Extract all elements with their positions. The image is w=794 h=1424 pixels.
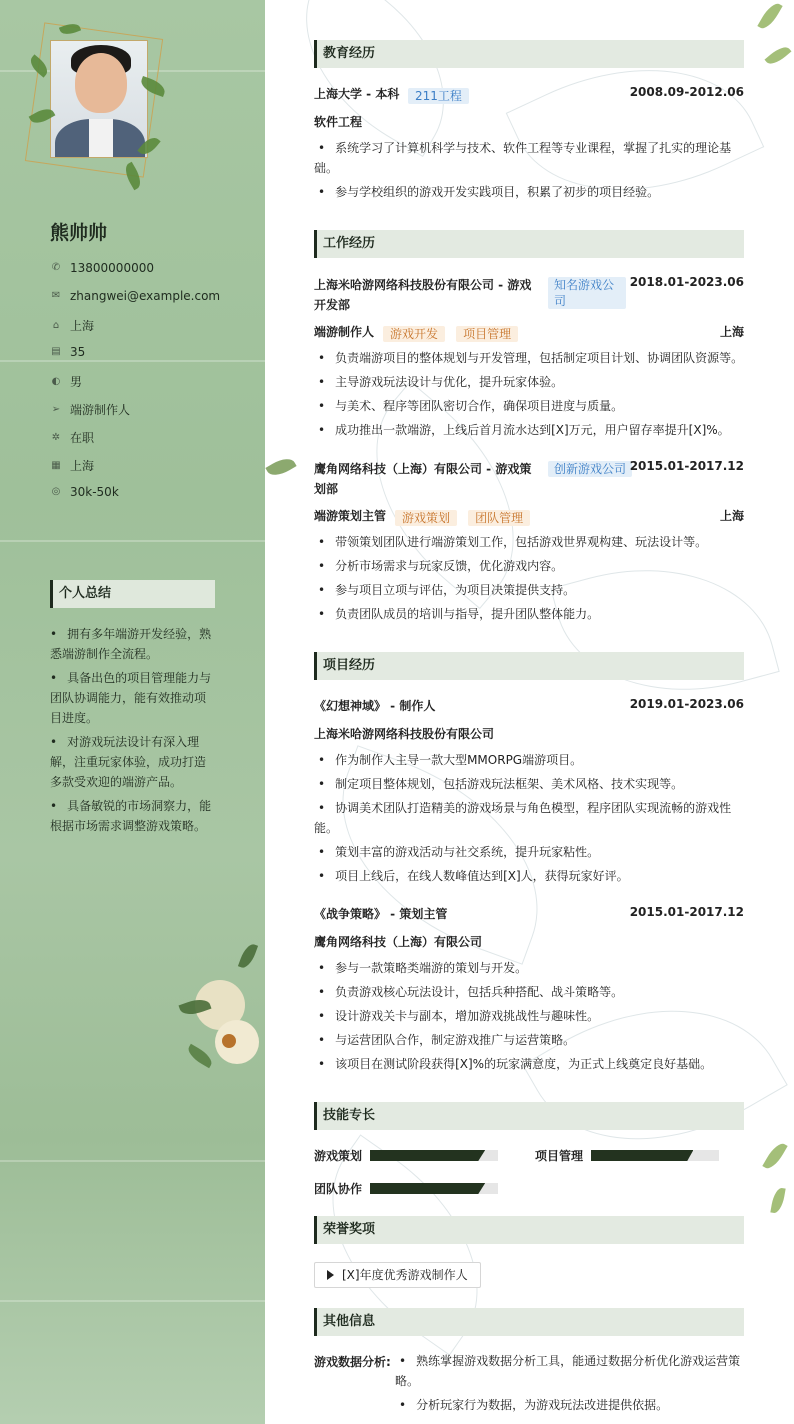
work-tag: 游戏开发	[383, 326, 445, 342]
leaf-decoration	[238, 942, 258, 971]
cake-icon: ▤	[51, 346, 61, 357]
work-date: 2015.01-2017.12	[629, 459, 744, 473]
award-text: [X]年度优秀游戏制作人	[342, 1268, 468, 1282]
project-item: • 参与一款策略类端游的策划与开发。	[314, 958, 744, 978]
salary-row	[50, 485, 119, 499]
phone-text: 13800000000	[70, 261, 154, 275]
summary-item: • 拥有多年端游开发经验，熟悉端游制作全流程。	[50, 624, 215, 664]
education-list	[314, 138, 744, 206]
work-city: 上海	[719, 325, 744, 339]
work-item: • 负责团队成员的培训与指导，提升团队整体能力。	[314, 604, 744, 624]
gender-text: 男	[70, 375, 83, 389]
work-item: • 成功推出一款端游，上线后首月流水达到[X]万元，用户留存率提升[X]%。	[314, 420, 744, 440]
work-list	[314, 348, 744, 444]
education-date: 2008.09-2012.06	[629, 85, 744, 99]
work-item: • 参与项目立项与评估，为项目决策提供支持。	[314, 580, 744, 600]
background-leaf-decoration	[267, 0, 483, 157]
awards-title: 荣誉奖项	[314, 1216, 744, 1244]
main-content	[265, 0, 794, 1424]
work-item: • 主导游戏玩法设计与优化，提升玩家体验。	[314, 372, 744, 392]
summary-item: • 对游戏玩法设计有深入理解，注重玩家体验，成功打造多款受欢迎的端游产品。	[50, 732, 215, 792]
job-text: 端游制作人	[70, 403, 131, 417]
location-row	[50, 317, 94, 334]
skill-label: 项目管理	[535, 1149, 584, 1163]
salary-text: 30k-50k	[70, 485, 119, 499]
sidebar	[0, 0, 265, 1424]
city-row	[50, 457, 94, 474]
skill-label: 游戏策划	[314, 1149, 363, 1163]
age-row	[50, 345, 85, 359]
work-title: 工作经历	[314, 230, 744, 258]
phone-row	[50, 261, 154, 275]
gender-icon: ◐	[51, 375, 61, 387]
award-item[interactable]	[314, 1262, 481, 1288]
other-title: 其他信息	[314, 1308, 744, 1336]
work-city: 上海	[719, 509, 744, 523]
salary-icon: ◎	[51, 486, 61, 497]
skill-fill	[591, 1150, 693, 1161]
projects-title: 项目经历	[314, 652, 744, 680]
skill-bar	[591, 1150, 719, 1161]
work-tag: 游戏策划	[395, 510, 457, 526]
home-icon: ⌂	[52, 319, 60, 331]
status-text: 在职	[70, 431, 95, 445]
flower-center-decoration	[222, 1034, 236, 1048]
project-item: • 项目上线后，在线人数峰值达到[X]人，获得玩家好评。	[314, 866, 744, 886]
work-list	[314, 532, 744, 628]
summary-list	[50, 624, 215, 840]
project-name: 《战争策略》 - 策划主管	[314, 907, 448, 921]
education-major: 软件工程	[314, 115, 363, 129]
status-icon: ✲	[51, 431, 61, 443]
project-item: • 负责游戏核心玩法设计，包括兵种搭配、战斗策略等。	[314, 982, 744, 1002]
education-item: • 系统学习了计算机科学与技术、软件工程等专业课程，掌握了扎实的理论基础。	[314, 138, 744, 178]
location-text: 上海	[70, 319, 95, 333]
other-item: • 分析玩家行为数据，为游戏玩法改进提供依据。	[395, 1395, 745, 1415]
skill-fill	[370, 1150, 485, 1161]
summary-title: 个人总结	[50, 580, 215, 608]
project-item: • 该项目在测试阶段获得[X]%的玩家满意度，为正式上线奠定良好基础。	[314, 1054, 744, 1074]
project-date: 2019.01-2023.06	[629, 697, 744, 711]
project-item: • 策划丰富的游戏活动与社交系统，提升玩家粘性。	[314, 842, 744, 862]
project-item: • 作为制作人主导一款大型MMORPG端游项目。	[314, 750, 744, 770]
avatar	[50, 40, 148, 158]
send-icon: ➢	[51, 403, 61, 415]
gender-row	[50, 373, 82, 390]
work-company-tag: 知名游戏公司	[548, 277, 626, 309]
education-title: 教育经历	[314, 40, 744, 68]
email-text: zhangwei@example.com	[70, 289, 221, 303]
work-item: • 带领策划团队进行端游策划工作，包括游戏世界观构建、玩法设计等。	[314, 532, 744, 552]
building-icon: ▦	[51, 459, 61, 471]
work-item: • 分析市场需求与玩家反馈，优化游戏内容。	[314, 556, 744, 576]
skill-label: 团队协作	[314, 1182, 363, 1196]
play-icon	[327, 1270, 334, 1280]
leaf-decoration	[770, 1187, 785, 1215]
leaf-decoration	[265, 454, 296, 480]
work-tag: 团队管理	[468, 510, 530, 526]
summary-item: • 具备出色的项目管理能力与团队协调能力，能有效推动项目进度。	[50, 668, 215, 728]
education-tag: 211工程	[408, 88, 469, 104]
work-role: 端游策划主管	[314, 509, 387, 523]
leaf-decoration	[185, 1044, 215, 1068]
work-item: • 与美术、程序等团队密切合作，确保项目进度与质量。	[314, 396, 744, 416]
project-item: • 协调美术团队打造精美的游戏场景与角色模型，程序团队实现流畅的游戏性能。	[314, 798, 744, 838]
work-tag: 项目管理	[456, 326, 518, 342]
other-item: • 熟练掌握游戏数据分析工具，能通过数据分析优化游戏运营策略。	[395, 1351, 745, 1391]
work-item: • 负责端游项目的整体规划与开发管理，包括制定项目计划、协调团队资源等。	[314, 348, 744, 368]
email-row	[50, 289, 220, 303]
project-item: • 与运营团队合作，制定游戏推广与运营策略。	[314, 1030, 744, 1050]
work-company-tag: 创新游戏公司	[548, 461, 632, 477]
skill-fill	[370, 1183, 485, 1194]
age-text: 35	[70, 345, 86, 359]
status-row	[50, 429, 94, 446]
profile-name: 熊帅帅	[50, 222, 108, 244]
city-text: 上海	[70, 459, 95, 473]
work-company: 上海米哈游网络科技股份有限公司 - 游戏开发部	[314, 278, 532, 312]
project-list	[314, 958, 744, 1078]
project-company: 上海米哈游网络科技股份有限公司	[314, 727, 495, 741]
leaf-decoration	[762, 1140, 787, 1172]
project-item: • 设计游戏关卡与副本，增加游戏挑战性与趣味性。	[314, 1006, 744, 1026]
work-role: 端游制作人	[314, 325, 375, 339]
skill-bar	[370, 1183, 498, 1194]
project-date: 2015.01-2017.12	[629, 905, 744, 919]
project-name: 《幻想神域》 - 制作人	[314, 699, 436, 713]
leaf-decoration	[757, 0, 782, 32]
project-list	[314, 750, 744, 890]
other-list	[395, 1351, 745, 1419]
phone-icon: ✆	[51, 262, 61, 273]
leaf-decoration	[765, 43, 792, 68]
work-date: 2018.01-2023.06	[629, 275, 744, 289]
skills-title: 技能专长	[314, 1102, 744, 1130]
project-item: • 制定项目整体规划，包括游戏玩法框架、美术风格、技术实现等。	[314, 774, 744, 794]
job-row	[50, 401, 130, 418]
project-company: 鹰角网络科技（上海）有限公司	[314, 935, 483, 949]
other-label: 游戏数据分析:	[314, 1355, 391, 1369]
education-item: • 参与学校组织的游戏开发实践项目，积累了初步的项目经验。	[314, 182, 744, 202]
education-school: 上海大学 - 本科	[314, 87, 400, 101]
work-company: 鹰角网络科技（上海）有限公司 - 游戏策划部	[314, 462, 532, 496]
summary-item: • 具备敏锐的市场洞察力，能根据市场需求调整游戏策略。	[50, 796, 215, 836]
mail-icon: ✉	[51, 290, 61, 301]
skill-bar	[370, 1150, 498, 1161]
